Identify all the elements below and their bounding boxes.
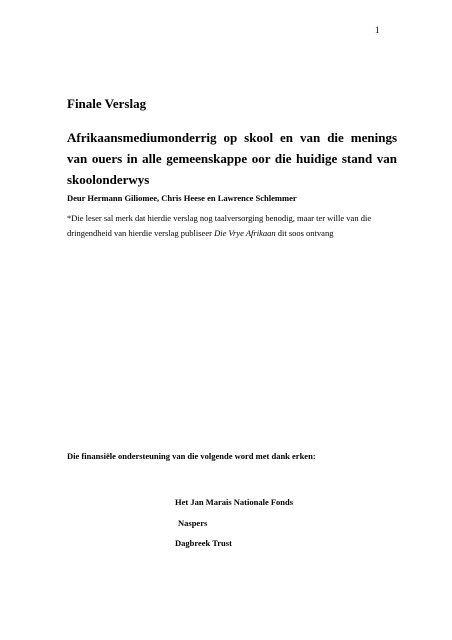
note-text-after: dit soos ontvang [275, 228, 334, 238]
sponsor-item: Dagbreek Trust [175, 538, 232, 548]
sponsor-list [0, 492, 452, 554]
sponsor-item: Naspers [178, 517, 208, 528]
acknowledgements-heading: Die finansiële ondersteuning van die volgende word met dank erken: [67, 451, 316, 461]
report-label: Finale Verslag [67, 96, 147, 111]
editorial-note [67, 211, 401, 241]
publication-name: Die Vrye Afrikaan [214, 228, 276, 238]
authors-line: Deur Hermann Giliomee, Chris Heese en Lawrence Schlemmer [67, 193, 297, 203]
page-number: 1 [375, 25, 380, 35]
note-text-before: *Die leser sal merk dat hierdie verslag nog taalversorging benodig, maar ter wille van die dringendheid van hierdie verslag publiseer [67, 213, 372, 238]
sponsor-item: Het Jan Marais Nationale Fonds [175, 497, 294, 507]
report-title: Afrikaansmediumonderrig op skool en van die menings van ouers in alle gemeenskappe oor die huidige stand van skoolonderwys [67, 130, 397, 187]
